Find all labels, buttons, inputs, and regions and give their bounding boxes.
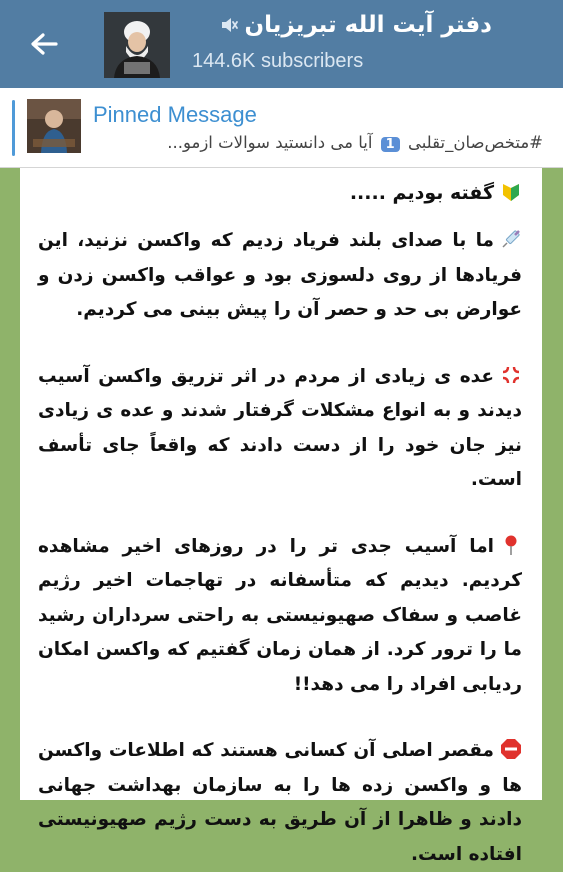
chat-area[interactable]	[0, 168, 563, 865]
arrow-left-icon	[30, 32, 58, 56]
pinned-preview	[93, 133, 543, 152]
message-bubble[interactable]	[20, 168, 542, 865]
message-title	[38, 174, 522, 212]
paragraph-text: اما آسیب جدی تر را در روزهای اخیر مشاهده کردیم. دیدیم که متأسفانه در تهاجمات اخیر رژیم غاصب و سفاک صهیونیستی به راحتی سرداران رشید ما را ترور کرد. از همان زمان گفتیم که واکسن امکان ردیابی افراد را می دهد!!	[38, 535, 522, 695]
pinned-message-bar[interactable]	[0, 88, 563, 168]
stop-sign-icon	[500, 738, 522, 760]
back-button[interactable]	[22, 26, 66, 62]
speaker-muted-icon	[219, 15, 239, 35]
syringe-icon	[500, 228, 522, 250]
message-paragraph	[38, 360, 522, 498]
paragraph-text: مقصر اصلی آن کسانی هستند که اطلاعات واکسن ها و واکسن زده ها را به سازمان بهداشت جهانی دادند و ظاهرا از آن طریق به دست رژیم صهیونیستی افتاده است.	[38, 740, 522, 865]
paragraph-text: عده ی زیادی از مردم در اثر تزریق واکسن آسیب دیدند و به انواع مشکلات گرفتار شدند و عده ی زیادی نیز جان خود را از دست دادند که واقعاً جای تأسف است.	[38, 365, 522, 490]
channel-avatar[interactable]	[104, 12, 170, 78]
pinned-preview-text: آیا می دانستید سوالات ازمو...	[167, 133, 373, 152]
beginner-badge-icon	[500, 181, 522, 203]
pinned-thumbnail	[27, 99, 81, 153]
pinned-title: Pinned Message	[93, 102, 257, 127]
chat-header	[0, 0, 563, 88]
channel-title-row[interactable]	[192, 12, 492, 38]
round-pushpin-icon	[500, 534, 522, 556]
subscriber-count: 144.6K subscribers	[192, 50, 364, 72]
message-paragraph	[38, 224, 522, 328]
keycap-one-icon: 1	[381, 137, 400, 152]
paragraph-text: ما با صدای بلند فریاد زدیم که واکسن نزنید، این فریادها از روی دلسوزی بود و عواقب واکسن زدن و عوارض بی حد و حصر آن را پیش بینی می کردیم.	[38, 230, 522, 320]
message-title-text: گفته بودیم .....	[349, 182, 494, 204]
pinned-accent-line	[12, 100, 15, 156]
avatar-image	[104, 12, 170, 78]
anger-symbol-icon	[500, 364, 522, 386]
message-paragraph	[38, 734, 522, 872]
channel-title: دفتر آیت الله تبریزیان	[244, 12, 492, 38]
message-paragraph	[38, 530, 522, 703]
pinned-hashtag: #متخص‌صان_تقلبی	[407, 133, 543, 152]
